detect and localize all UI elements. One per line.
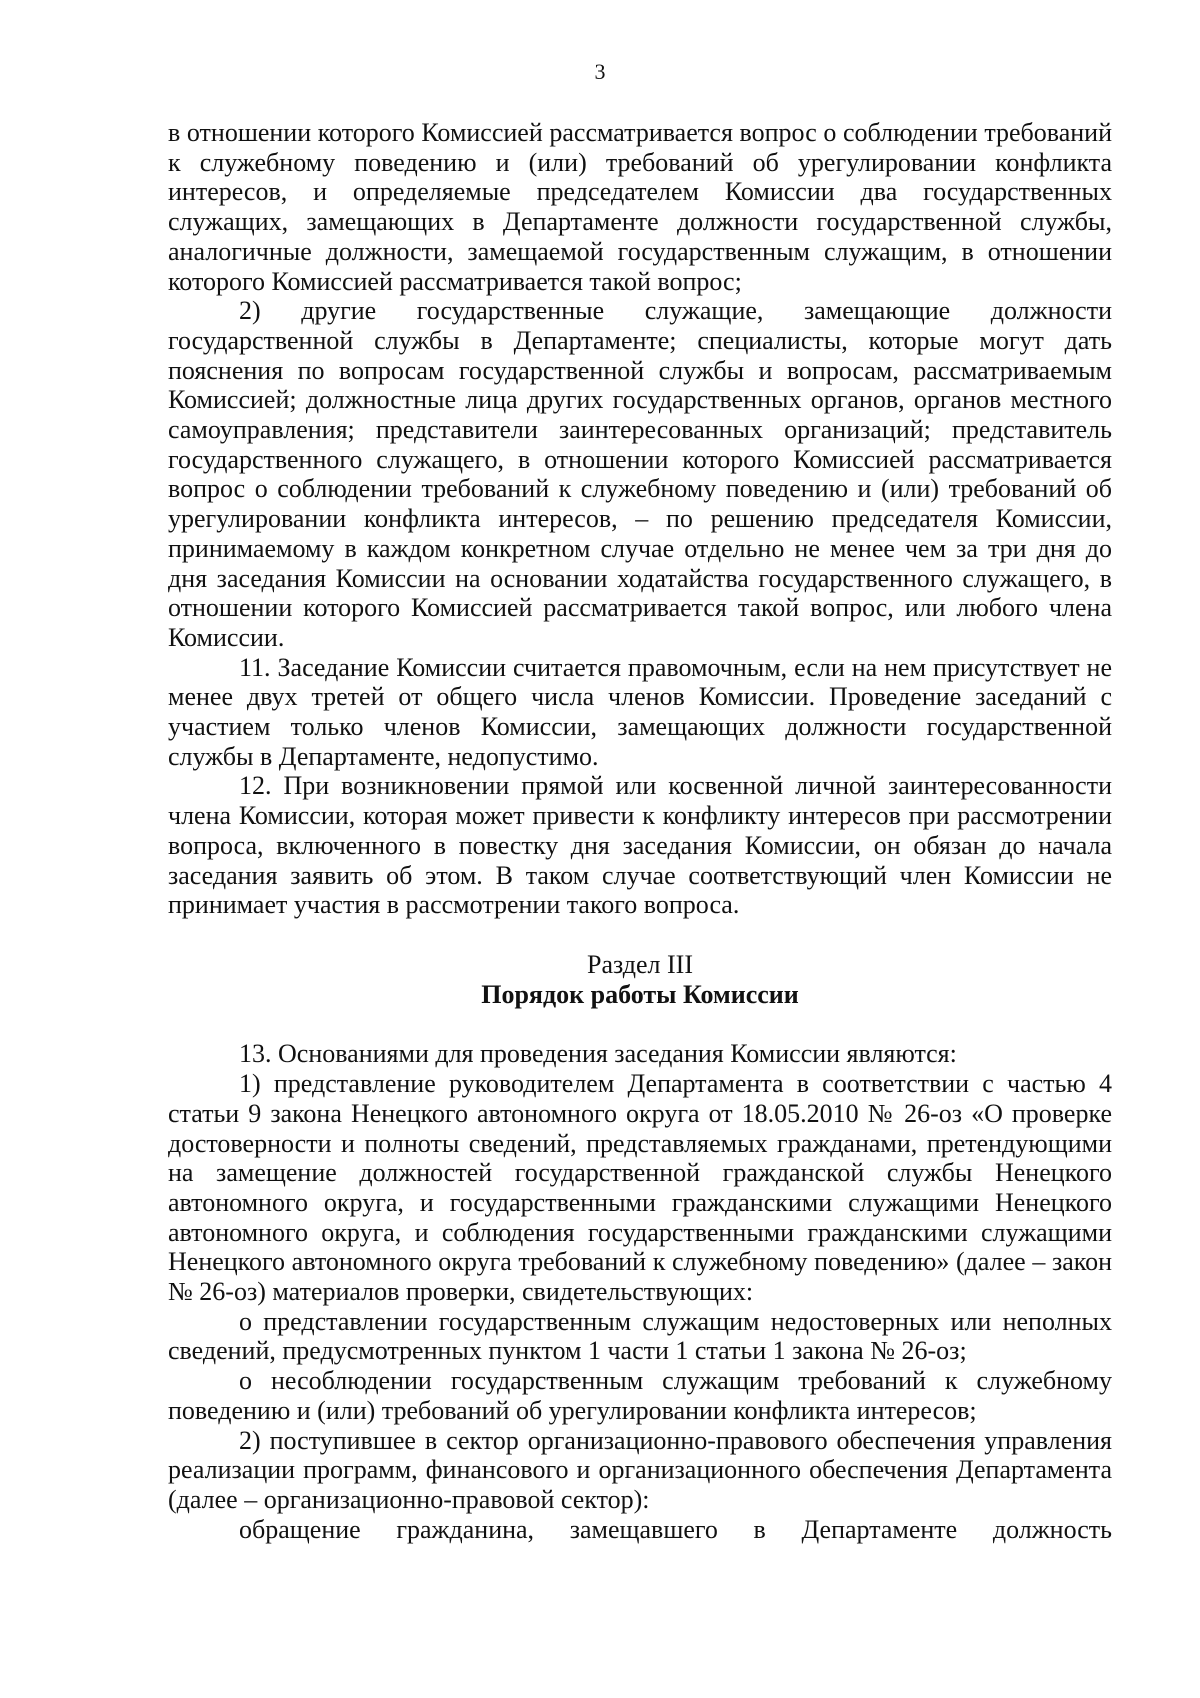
paragraph-13-item-1: 1) представление руководителем Департамента в соответствии с частью 4 статьи 9 закона Ненецкого автономного округа от 18.05.2010 № 26-оз «О проверке достоверности и полноты сведений, представляемых гражданами, претендующими на замещение должностей государственной гражданской службы Ненецкого автономного округа, и государственными гражданскими служащими Ненецкого автономного округа, и соблюдения государственными гражданскими служащими Ненецкого автономного округа требований к служебному поведению» (далее – закон № 26-оз) материалов проверки, свидетельствующих: <box>168 1069 1112 1307</box>
paragraph-continuation: в отношении которого Комиссией рассматривается вопрос о соблюдении требований к служебному поведению и (или) требований об урегулировании конфликта интересов, и определяемые председателем Комиссии два государственных служащих, замещающих в Департаменте должности государственной службы, аналогичные должности, замещаемой государственным служащим, в отношении которого Комиссией рассматривается такой вопрос; <box>168 118 1112 296</box>
paragraph-13-item-2: 2) поступившее в сектор организационно-правового обеспечения управления реализации программ, финансового и организационного обеспечения Департамента (далее – организационно-правовой сектор): <box>168 1425 1112 1514</box>
paragraph-13-item-1-b: о несоблюдении государственным служащим требований к служебному поведению и (или) требований об урегулировании конфликта интересов; <box>168 1366 1112 1425</box>
section-title: Порядок работы Комиссии <box>481 979 799 1009</box>
paragraph-13: 13. Основаниями для проведения заседания Комиссии являются: <box>239 1039 957 1069</box>
paragraph-item-2: 2) другие государственные служащие, замещающие должности государственной службы в Департаменте; специалисты, которые могут дать пояснения по вопросам государственной службы и вопросам, рассматриваемым Комиссией; должностные лица других государственных органов, органов местного самоуправления; представители заинтересованных организаций; представитель государственного служащего, в отношении которого Комиссией рассматривается вопрос о соблюдении требований к служебному поведению и (или) требований об урегулировании конфликта интересов, – по решению председателя Комиссии, принимаемому в каждом конкретном случае отдельно не менее чем за три дня до дня заседания Комиссии на основании ходатайства государственного служащего, в отношении которого Комиссией рассматривается такой вопрос, или любого члена Комиссии. <box>168 296 1112 652</box>
paragraph-13-item-1-a: о представлении государственным служащим недостоверных или неполных сведений, предусмотренных пунктом 1 части 1 статьи 1 закона № 26-оз; <box>168 1306 1112 1366</box>
paragraph-13-item-2-a: обращение гражданина, замещавшего в Департаменте должность <box>239 1514 1112 1544</box>
section-number: Раздел III <box>586 949 694 979</box>
document-body <box>168 118 1112 1544</box>
page-number: 3 <box>594 59 606 84</box>
paragraph-12: 12. При возникновении прямой или косвенной личной заинтересованности члена Комиссии, которая может привести к конфликту интересов при рассмотрении вопроса, включенного в повестку дня заседания Комиссии, он обязан до начала заседания заявить об этом. В таком случае соответствующий член Комиссии не принимает участия в рассмотрении такого вопроса. <box>168 771 1112 920</box>
paragraph-11: 11. Заседание Комиссии считается правомочным, если на нем присутствует не менее двух третей от общего числа членов Комиссии. Проведение заседаний с участием только членов Комиссии, замещающих должности государственной службы в Департаменте, недопустимо. <box>168 652 1112 771</box>
